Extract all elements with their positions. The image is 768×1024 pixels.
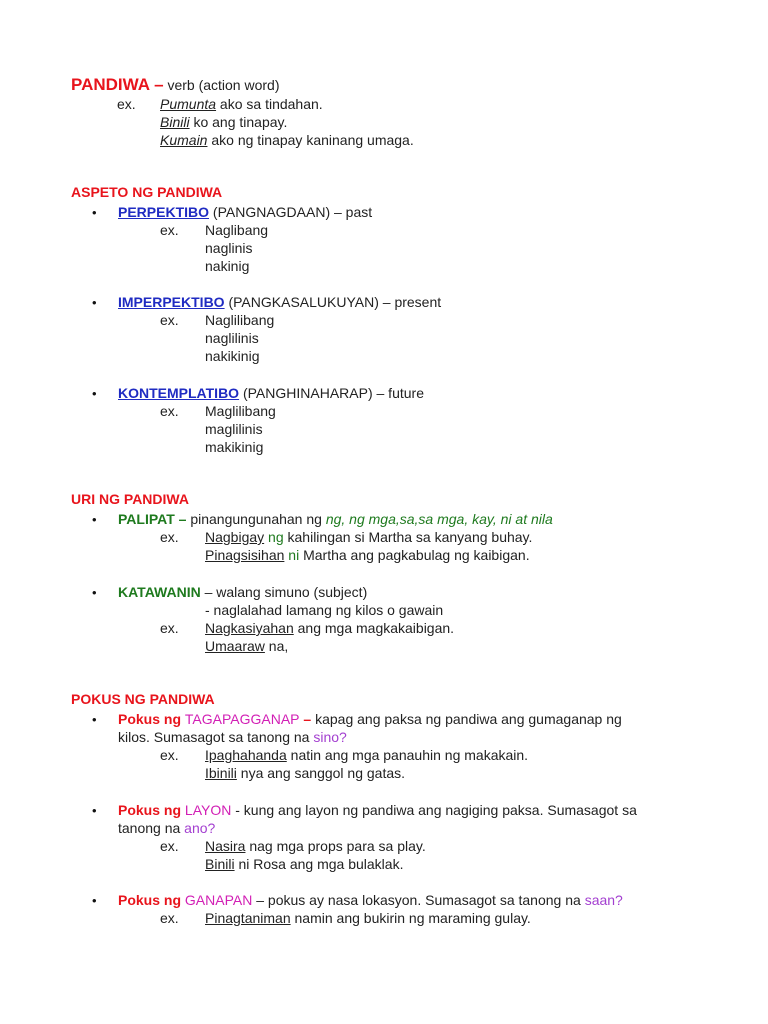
imperpektibo-word-2: naglilinis [205, 330, 259, 346]
perpektibo-name: PERPEKTIBO [118, 204, 210, 220]
layon-example-1: Nasira nag mga props para sa play. [205, 838, 426, 854]
kontemplatibo-word-1: Maglilibang [205, 403, 276, 419]
pokus-heading: POKUS NG PANDIWA [71, 691, 215, 707]
palipat-ex-label: ex. [160, 529, 179, 545]
imperpektibo-line: • IMPERPEKTIBO (PANGKASALUKUYAN) – present [92, 294, 442, 310]
tagaganap-example-2: Ibinili nya ang sanggol ng gatas. [205, 765, 406, 781]
kontemplatibo-word-3: makikinig [205, 439, 264, 455]
tagaganap-name: TAGAPAGGANAP [184, 711, 300, 727]
perpektibo-line: • PERPEKTIBO (PANGNAGDAAN) – past [92, 204, 373, 220]
layon-ex-label: ex. [160, 838, 179, 854]
ganapan-name: GANAPAN [184, 892, 253, 908]
pandiwa-example-2: Binili ko ang tinapay. [160, 114, 288, 130]
kontemplatibo-line: • KONTEMPLATIBO (PANGHINAHARAP) – future [92, 385, 424, 401]
pandiwa-ex-label: ex. [117, 96, 136, 112]
katawanin-line: • KATAWANIN – walang simuno (subject) [92, 584, 368, 600]
palipat-example-2: Pinagsisihan ni Martha ang pagkabulag ng kaibigan. [205, 547, 530, 563]
perpektibo-ex-label: ex. [160, 222, 179, 238]
layon-line-2: tanong na ano? [118, 820, 216, 836]
imperpektibo-name: IMPERPEKTIBO [118, 294, 225, 310]
palipat-example-1: Nagbigay ng kahilingan si Martha sa kanyang buhay. [205, 529, 533, 545]
katawanin-ex-label: ex. [160, 620, 179, 636]
aspeto-heading: ASPETO NG PANDIWA [71, 184, 223, 200]
ganapan-ex-label: ex. [160, 910, 179, 926]
perpektibo-word-2: naglinis [205, 240, 253, 256]
katawanin-example-2: Umaaraw na, [205, 638, 289, 654]
kontemplatibo-word-2: maglilinis [205, 421, 263, 437]
pandiwa-definition: verb (action word) [163, 77, 280, 93]
uri-heading: URI NG PANDIWA [71, 491, 189, 507]
kontemplatibo-ex-label: ex. [160, 403, 179, 419]
imperpektibo-word-1: Naglilibang [205, 312, 275, 328]
perpektibo-word-3: nakinig [205, 258, 250, 274]
tagaganap-example-1: Ipaghahanda natin ang mga panauhin ng makakain. [205, 747, 529, 763]
ganapan-example-1: Pinagtaniman namin ang bukirin ng maraming gulay. [205, 910, 531, 926]
imperpektibo-word-3: nakikinig [205, 348, 260, 364]
pandiwa-title-line [71, 76, 280, 94]
tagaganap-line-2: kilos. Sumasagot sa tanong na sino? [118, 729, 347, 745]
tagaganap-ex-label: ex. [160, 747, 179, 763]
katawanin-example-1: Nagkasiyahan ang mga magkakaibigan. [205, 620, 455, 636]
pandiwa-example-1: Pumunta ako sa tindahan. [160, 96, 323, 112]
pandiwa-example-3: Kumain ako ng tinapay kaninang umaga. [160, 132, 414, 148]
layon-question: ano? [184, 820, 216, 836]
palipat-markers: ng, ng mga,sa,sa mga, kay, ni at nila [325, 511, 553, 527]
palipat-line: • PALIPAT – pinangungunahan ng ng, ng mga,sa,sa mga, kay, ni at nila [92, 511, 553, 527]
pandiwa-title: PANDIWA – [71, 75, 164, 94]
tagaganap-question: sino? [313, 729, 347, 745]
tagaganap-line: • Pokus ng TAGAPAGGANAP – kapag ang paksa ng pandiwa ang gumaganap ng [92, 711, 622, 727]
kontemplatibo-name: KONTEMPLATIBO [118, 385, 240, 401]
ganapan-line: • Pokus ng GANAPAN – pokus ay nasa lokasyon. Sumasagot sa tanong na saan? [92, 892, 623, 908]
katawanin-name: KATAWANIN [118, 584, 201, 600]
palipat-name: PALIPAT – [118, 511, 187, 527]
ganapan-question: saan? [584, 892, 623, 908]
perpektibo-word-1: Naglibang [205, 222, 269, 238]
katawanin-note: - naglalahad lamang ng kilos o gawain [205, 602, 444, 618]
layon-example-2: Binili ni Rosa ang mga bulaklak. [205, 856, 404, 872]
layon-line: • Pokus ng LAYON - kung ang layon ng pandiwa ang nagiging paksa. Sumasagot sa [92, 802, 637, 818]
layon-name: LAYON [184, 802, 232, 818]
imperpektibo-ex-label: ex. [160, 312, 179, 328]
